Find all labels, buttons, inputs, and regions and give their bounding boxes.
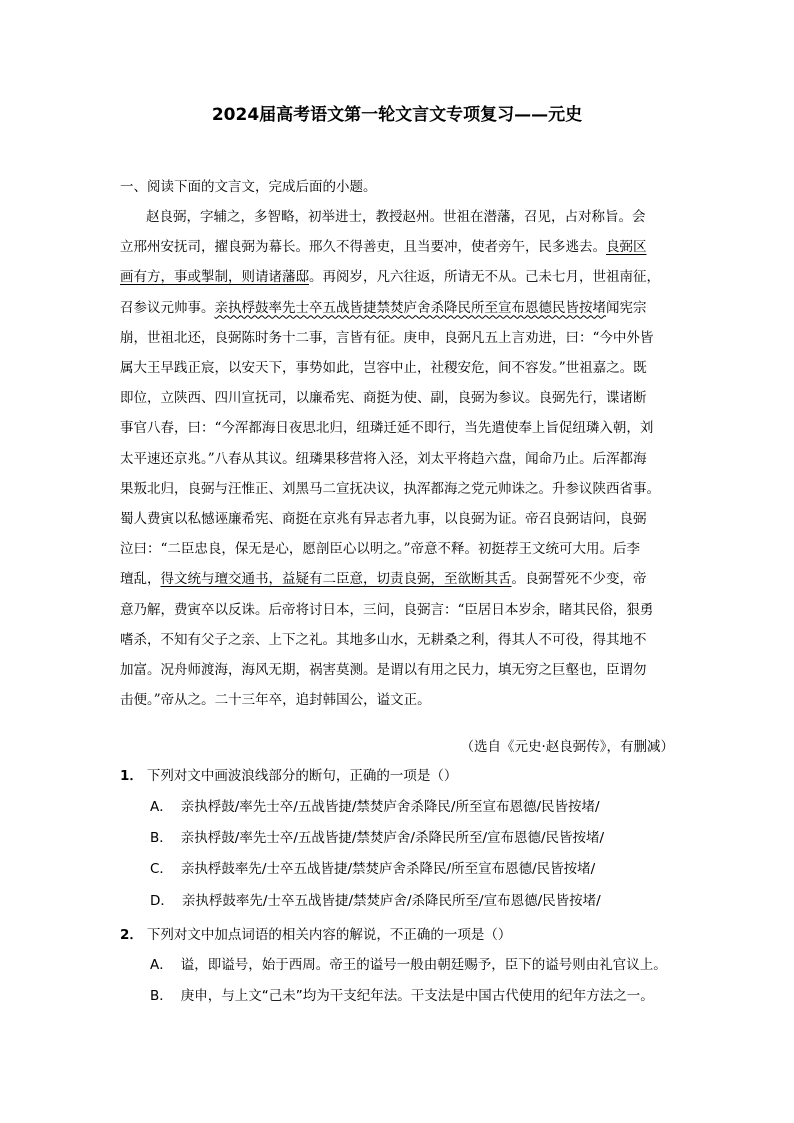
passage-line <box>120 449 647 469</box>
answer-option[interactable] <box>150 859 595 879</box>
option-text: 亲执桴鼓率先/士卒五战皆捷/禁焚庐舍/杀降民所至/宣布恩德/民皆按堵/ <box>181 892 601 909</box>
passage-text: 事官八春，曰：“今浑都海日夜思北归，纽璘迁延不即行，当先遣使奉上旨促纽璘入朝，刘 <box>120 420 654 437</box>
passage-line <box>120 600 653 620</box>
passage-line <box>120 358 647 378</box>
option-text: 亲执桴鼓率先/士卒五战皆捷/禁焚庐舍杀降民/所至宣布恩德/民皆按堵/ <box>180 861 596 878</box>
answer-option[interactable] <box>150 891 601 911</box>
passage-line <box>120 630 647 650</box>
passage-text: 立邢州安抚司，擢良弼为幕长。邢久不得善吏，且当要冲，使者旁午，民多逃去。 <box>120 239 606 256</box>
passage-text: 属大王早践正宸，以安天下，事势如此，岂容中止，社稷安危，间不容发。”世祖嘉之。既 <box>120 360 647 376</box>
passage-line <box>120 690 431 710</box>
passage-text: 召参议元帅事。 <box>120 299 215 316</box>
passage-line <box>120 569 647 589</box>
passage-line <box>120 298 647 318</box>
answer-option[interactable] <box>150 986 654 1006</box>
question-number: 1． <box>120 768 143 784</box>
underlined-text: 良弼区 <box>606 239 647 256</box>
option-letter: A． <box>150 799 173 815</box>
passage-line <box>120 509 647 529</box>
passage-text: 加富。况舟师渡海，海风无期，祸害莫测。是谓以有用之民力，填无穷之巨壑也，臣谓勿 <box>120 662 647 678</box>
option-letter: D． <box>150 892 174 909</box>
underlined-text: 得文统与璮交通书，益疑有二臣意，切责良弼，至欲断其舌 <box>160 571 512 588</box>
option-letter: C． <box>150 861 173 878</box>
question-text: 下列对文中画波浪线部分的断句，正确的一项是（） <box>146 768 458 784</box>
option-letter: B． <box>150 988 173 1005</box>
answer-option[interactable] <box>150 828 604 848</box>
question-text: 下列对文中加点词语的相关内容的解说，不正确的一项是（） <box>146 927 512 943</box>
passage-line <box>146 207 646 227</box>
passage-line <box>120 539 640 559</box>
question-stem <box>120 925 511 945</box>
passage-text: 击便。”帝从之。二十三年卒，追封韩国公，谥文正。 <box>120 692 431 709</box>
option-letter: B． <box>150 830 173 847</box>
wavy-underlined-text: 亲执桴鼓率先士卒五战皆捷禁焚庐舍杀降民所至宣布恩德民皆按堵 <box>214 299 606 316</box>
passage-line <box>120 328 653 348</box>
passage-text: 嗜杀，不知有父子之亲、上下之礼。其地多山水，无耕桑之利，得其人不可役，得其地不 <box>120 631 647 648</box>
passage-source: （选自《元史·赵良弼传》，有删减） <box>460 739 674 755</box>
passage-text: 蜀人费寅以私憾诬廉希宪、商挺在京兆有异志者九事，以良弼为证。帝召良弼诘问，良弼 <box>120 511 647 527</box>
passage-text: 意乃解，费寅卒以反诛。后帝将讨日本，三问，良弼言：“臣居日本岁余，睹其民俗，狠勇 <box>120 601 654 618</box>
passage-line <box>120 479 660 499</box>
passage-text: 。再阅岁，凡六往返，所请无不从。己未七月，世祖南征， <box>309 269 660 286</box>
question-stem <box>120 766 457 786</box>
underlined-text: 画有方，事或掣制，则请诸藩邸 <box>120 269 309 286</box>
passage-line <box>120 267 660 287</box>
passage-text: 崩，世祖北还，良弼陈时务十二事，言皆有征。庚申，良弼凡五上言劝进，曰：“今中外皆 <box>120 329 654 346</box>
answer-option[interactable] <box>150 955 667 975</box>
option-text: 庚申，与上文“己未”均为干支纪年法。干支法是中国古代使用的纪年方法之一。 <box>180 988 654 1005</box>
section-heading: 一、阅读下面的文言文，完成后面的小题。 <box>120 179 377 195</box>
document-title: 2024届高考语文第一轮文言文专项复习——元史 <box>211 105 583 125</box>
passage-text: 闻宪宗 <box>606 299 647 316</box>
passage-line <box>120 237 647 257</box>
passage-text: 璮乱， <box>120 571 161 588</box>
option-text: 亲执桴鼓/率先士卒/五战皆捷/禁焚庐舍/杀降民所至/宣布恩德/民皆按堵/ <box>180 830 605 847</box>
passage-text: 。良弼誓死不少变，帝 <box>511 571 647 588</box>
option-text: 谥，即谥号，始于西周。帝王的谥号一般由朝廷赐予，臣下的谥号则由礼官议上。 <box>180 957 667 973</box>
option-text: 亲执桴鼓/率先士卒/五战皆捷/禁焚庐舍杀降民/所至宣布恩德/民皆按堵/ <box>180 799 600 815</box>
passage-text: 赵良弼，字辅之，多智略，初举进士，教授赵州。世祖在潜藩，召见，占对称旨。会 <box>146 209 646 225</box>
passage-text: 即位，立陕西、四川宣抚司，以廉希宪、商挺为使、副，良弼为参议。良弼先行，谍诸断 <box>120 390 647 407</box>
passage-line <box>120 388 647 408</box>
passage-text: 泣曰：“二臣忠良，保无是心，愿剖臣心以明之。”帝意不释。初挺荐王文统可大用。后李 <box>120 541 641 558</box>
passage-line <box>120 660 647 680</box>
answer-option[interactable] <box>150 797 600 817</box>
option-letter: A． <box>150 957 173 973</box>
passage-text: 太平速还京兆。”八春从其议。纽璘果移营将入泾，刘太平将趋六盘，闻命乃止。后浑都海 <box>120 450 647 467</box>
question-number: 2． <box>120 927 143 943</box>
passage-line <box>120 418 653 438</box>
passage-text: 果叛北归，良弼与汪惟正、刘黑马二宣抚决议，执浑都海之党元帅诛之。升参议陕西省事。 <box>120 480 660 497</box>
